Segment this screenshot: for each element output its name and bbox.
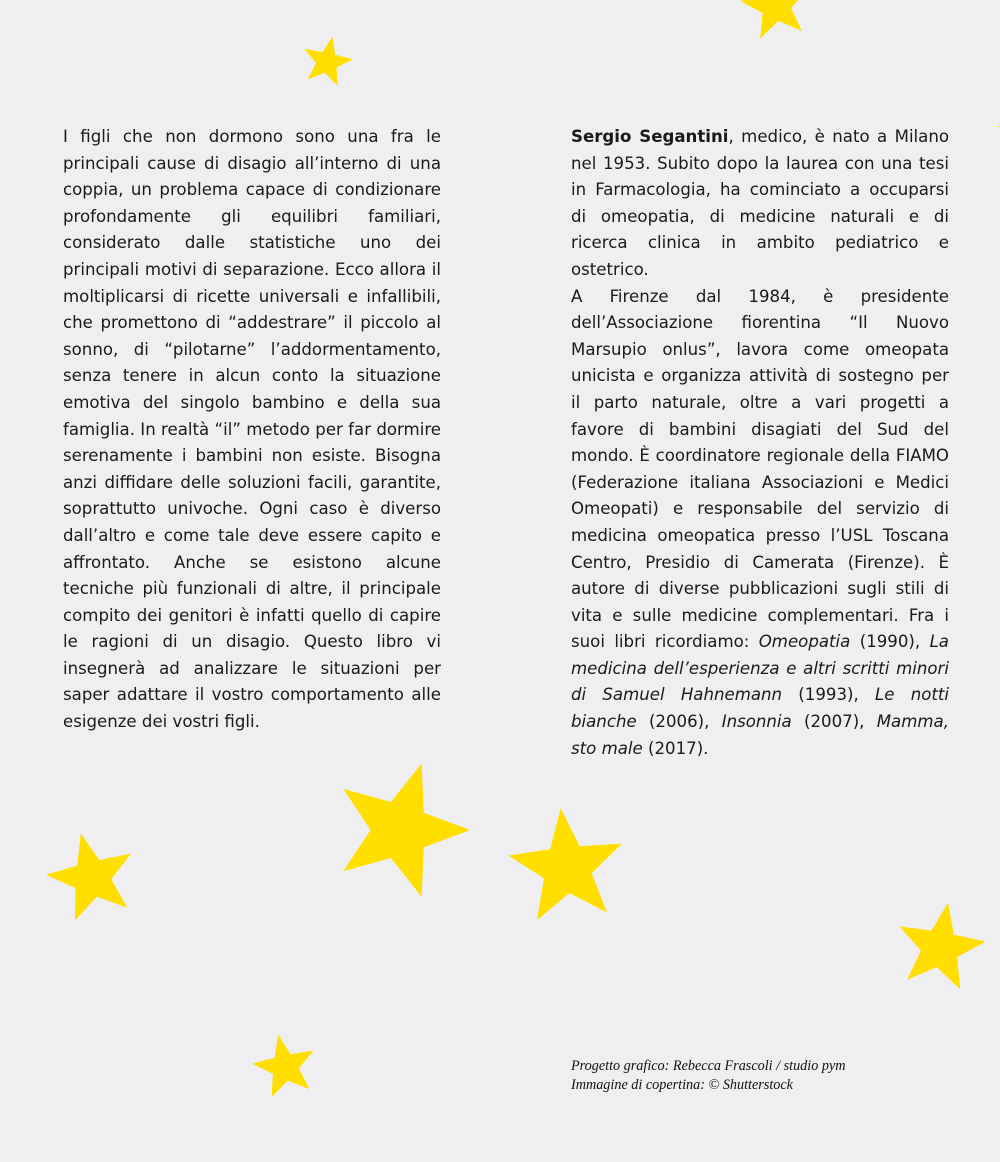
bio-paragraph-1: [571, 124, 949, 284]
book-year: (1990),: [850, 632, 930, 652]
book-title: Mamma, sto male: [571, 712, 949, 758]
bio-text-1: , medico, è nato a Milano nel 1953. Subito dopo la laurea con una tesi in Farmacologia, ha cominciato a occuparsi di omeopatia, di medicine naturali e di ricerca clinica in ambito pediatrico e ostetrico.: [571, 127, 950, 279]
book-year: (2007),: [791, 712, 877, 732]
star-icon: [343, 763, 470, 896]
book-year: (1993),: [782, 685, 875, 705]
credit-design: Progetto grafico: Rebecca Frascoli / studio pym: [571, 1058, 846, 1074]
book-title: Omeopatia: [758, 632, 851, 652]
book-title: La medicina dell’esperienza e altri scritti minori di Samuel Hahnemann: [571, 632, 949, 705]
star-icon: [252, 1035, 313, 1097]
star-icon: [46, 833, 131, 920]
bio-paragraph-2: [571, 284, 949, 763]
book-title: Insonnia: [721, 712, 792, 732]
book-year: (2006),: [636, 712, 722, 732]
book-year: (2017).: [642, 738, 709, 758]
star-icon: [899, 903, 985, 990]
credits: [571, 1057, 846, 1095]
book-blurb: [63, 124, 441, 736]
author-bio: [571, 124, 949, 762]
star-icon: [305, 37, 353, 86]
bio-text-2: A Firenze dal 1984, è presidente dell’Associazione fiorentina “Il Nuovo Marsupio onlus”, lavora come omeopata unicista e organizza attività di sostegno per il parto naturale, oltre a vari progetti a favore di bambini disagiati del Sud del mondo. È coordinatore regionale della FIAMO (Federazione italiana Associazioni e Medici Omeopati) e responsabile del servizio di medicina omeopatica presso l’USL Toscana Centro, Presidio di Camerata (Firenze). È autore di diverse pubblicazioni sugli stili di vita e sulle medicine complementari. Fra i suoi libri ricordiamo:: [571, 286, 949, 652]
star-icon: [740, 0, 807, 38]
book-title: Le notti bianche: [571, 685, 949, 732]
author-name: Sergio Segantini: [571, 127, 729, 146]
blurb-paragraph: I figli che non dormono sono una fra le principali cause di disagio all’interno di una coppia, un problema capace di condizionare profondamente gli equilibri familiari, considerato dalle statistiche uno dei principali motivi di separazione. Ecco allora il moltiplicarsi di ricette universali e infallibili, che promettono di “addestrare” il piccolo al sonno, di “pilotarne” l’addormentamento, senza tenere in alcun conto la situazione emotiva del singolo bambino e della sua famiglia. In realtà “il” metodo per far dormire serenamente i bambini non esiste. Bisogna anzi diffidare delle soluzioni facili, garantite, soprattutto univoche. Ogni caso è diverso dall’altro e come tale deve essere capito e affrontato. Anche se esistono alcune tecniche più funzionali di altre, il principale compito dei genitori è infatti quello di capire le ragioni di un disagio. Questo libro vi insegnerà ad analizzare le situazioni per saper adattare il vostro comportamento alle esigenze dei vostri figli.: [63, 127, 441, 732]
credit-cover-image: Immagine di copertina: © Shutterstock: [571, 1077, 793, 1093]
star-icon: [508, 808, 622, 920]
